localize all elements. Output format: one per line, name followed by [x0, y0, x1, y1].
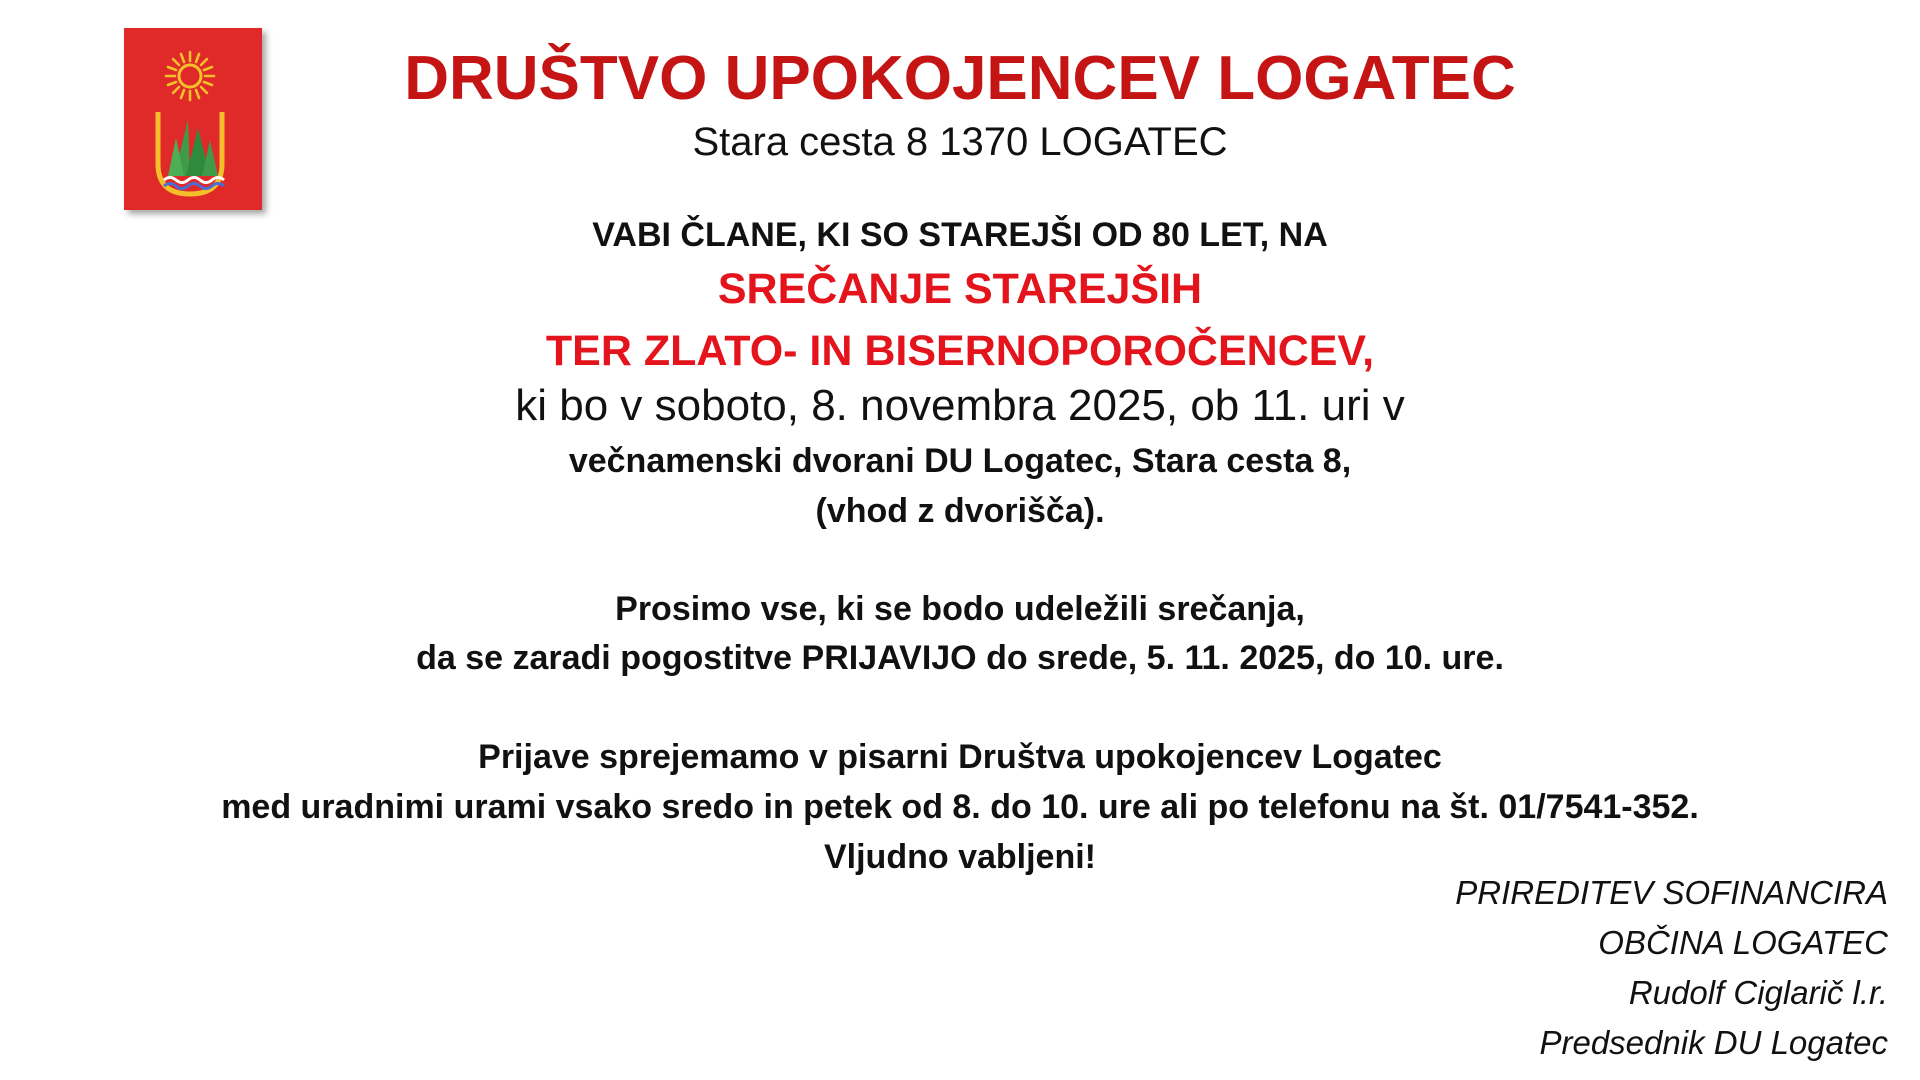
event-entrance: (vhod z dvorišča).: [815, 492, 1105, 530]
event-date-time: ki bo v soboto, 8. novembra 2025, ob 11. uri v: [515, 381, 1405, 430]
event-name-line1: SREČANJE STAREJŠIH: [717, 265, 1203, 313]
signatory-title: Predsednik DU Logatec: [1539, 1024, 1888, 1061]
page-title: DRUŠTVO UPOKOJENCEV LOGATEC: [404, 44, 1516, 113]
registration-line2: med uradnimi urami vsako sredo in petek od 8. do 10. ure ali po telefonu na št. 01/7541-352.: [221, 788, 1699, 826]
event-name-line2: TER ZLATO- IN BISERNOPOROČENCEV,: [545, 327, 1375, 375]
address: Stara cesta 8 1370 LOGATEC: [692, 120, 1228, 164]
closing-greeting: Vljudno vabljeni!: [823, 838, 1097, 876]
event-location: večnamenski dvorani DU Logatec, Stara cesta 8,: [568, 442, 1352, 480]
sponsor-label: PRIREDITEV SOFINANCIRA: [1455, 874, 1888, 911]
sponsor-name: OBČINA LOGATEC: [1598, 924, 1888, 961]
signatory-name: Rudolf Ciglarič l.r.: [1628, 974, 1888, 1011]
request-line1: Prosimo vse, ki se bodo udeležili srečanja,: [615, 590, 1305, 628]
request-line2: da se zaradi pogostitve PRIJAVIJO do srede, 5. 11. 2025, do 10. ure.: [416, 639, 1504, 677]
invitation-intro: VABI ČLANE, KI SO STAREJŠI OD 80 LET, NA: [592, 216, 1328, 254]
registration-line1: Prijave sprejemamo v pisarni Društva upokojencev Logatec: [478, 738, 1442, 776]
